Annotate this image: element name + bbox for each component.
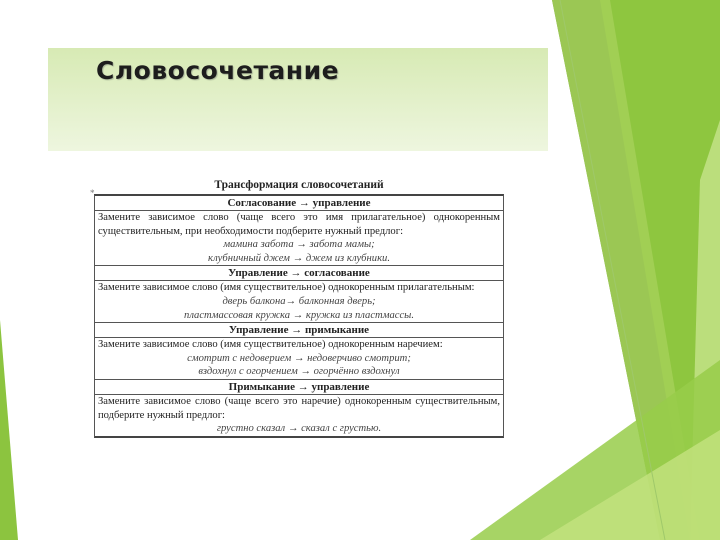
section-example: клубничный джем → джем из клубники. [208, 252, 390, 264]
section-body [95, 395, 503, 436]
section-example: вздохнул с огорчением → огорчённо вздохнул [198, 366, 400, 378]
section-example: пластмассовая кружка → кружка из пластмассы. [184, 309, 414, 321]
section-example: дверь балкона→ балконная дверь; [222, 295, 376, 307]
left-green-shard [0, 320, 18, 540]
section-heading: Управление → примыкание [95, 323, 503, 338]
section-example: грустно сказал → сказал с грустью. [216, 423, 382, 435]
section-instruction: Замените зависимое слово (чаще всего это наречие) однокоренным существительным, подберите нужный предлог: [98, 395, 500, 421]
section-instruction: Замените зависимое слово (имя существительное) однокоренным прилагательным: [98, 282, 475, 294]
section-heading: Примыкание → управление [95, 380, 503, 395]
section-example: смотрит с недоверием → недоверчиво смотрит; [187, 352, 411, 364]
section-example: мамина забота → забота мамы; [223, 239, 375, 251]
section-body [95, 281, 503, 323]
section-instruction: Замените зависимое слово (имя существительное) однокоренным наречием: [98, 339, 443, 351]
section-body [95, 211, 503, 266]
section-heading: Согласование → управление [95, 196, 503, 211]
document-title: Трансформация словосочетаний [214, 179, 384, 191]
document-scan [94, 176, 504, 438]
section-instruction: Замените зависимое слово (чаще всего это имя прилагательное) однокоренным существительным, при необходимости подберите нужный предлог: [98, 212, 500, 237]
transformation-table [94, 194, 504, 438]
bullet-marker: * [90, 188, 95, 198]
slide-title: Словосочетание [96, 56, 340, 85]
section-heading: Управление → согласование [95, 266, 503, 281]
section-body [95, 338, 503, 380]
